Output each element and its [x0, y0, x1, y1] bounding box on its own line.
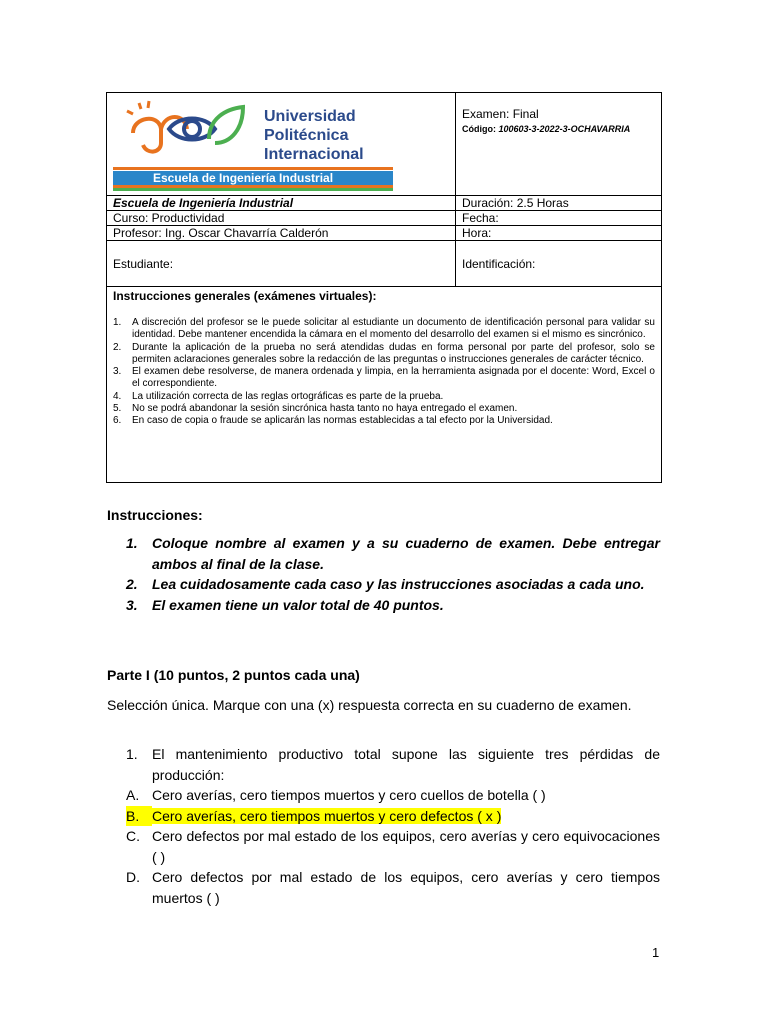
exam-duration: Duración: 2.5 Horas	[462, 196, 569, 210]
professor-name: Profesor: Ing. Oscar Chavarría Calderón	[107, 226, 456, 240]
general-instructions	[107, 289, 661, 482]
header-table	[106, 92, 662, 483]
general-instruction-item-content: A discreción del profesor se le puede solicitar al estudiante un documento de identificación personal para validar su identidad. Debe mantener encendida la cámara en el momento del desarrollo del examen si el mismo es sincrónico.	[132, 317, 655, 341]
general-instruction-item-text	[132, 391, 655, 403]
answer-option-text	[152, 806, 660, 827]
instruction-item	[126, 533, 660, 574]
exam-code-label: Código:	[462, 124, 496, 134]
instruction-item-text	[152, 595, 660, 616]
instructions-list	[126, 533, 660, 615]
page-number: 1	[652, 945, 660, 960]
answer-option-text	[152, 867, 660, 908]
university-name-line-3: Internacional	[264, 146, 364, 163]
answer-option-number: A.	[126, 787, 140, 803]
question-number: 1.	[126, 746, 138, 762]
answer-option-number: B.	[126, 806, 152, 827]
part1-intro: Selección única. Marque con una (x) respuesta correcta en su cuaderno de examen.	[107, 697, 632, 713]
answer-option	[126, 867, 660, 908]
general-instruction-item-content: En caso de copia o fraude se aplicarán las normas establecidas a tal efecto por la Universidad.	[132, 415, 553, 427]
instruction-item	[126, 595, 660, 616]
general-instruction-item	[113, 391, 655, 403]
student-field: Estudiante:	[107, 241, 456, 286]
general-instruction-item-content: El examen debe resolverse, de manera ordenada y limpia, en la herramienta asignada por el docente: Word, Excel o el correspondiente.	[132, 366, 655, 390]
instruction-item-number: 3.	[126, 596, 138, 613]
question-1-options	[126, 785, 660, 908]
general-instruction-item	[113, 366, 655, 391]
logo-school-bar: Escuela de Ingeniería Industrial	[113, 171, 393, 185]
university-name-line-1: Universidad	[264, 108, 356, 125]
instruction-item-content: Coloque nombre al examen y a su cuaderno de examen. Debe entregar ambos al final de la clase.	[152, 535, 660, 572]
exam-date: Fecha:	[462, 211, 499, 225]
answer-option-content: Cero averías, cero tiempos muertos y cero defectos ( x )	[152, 807, 502, 824]
university-logo-icon	[125, 99, 255, 163]
answer-option-number: C.	[126, 828, 140, 844]
instruction-item-number: 1.	[126, 535, 138, 551]
general-instruction-item-number: 2.	[113, 341, 122, 353]
answer-option	[126, 806, 660, 827]
school-name: Escuela de Ingeniería Industrial	[107, 196, 456, 210]
general-instruction-item	[113, 317, 655, 342]
general-instruction-item-text	[132, 342, 655, 367]
header-row-student	[107, 241, 661, 287]
question-text: El mantenimiento productivo total supone las siguiente tres pérdidas de producción:	[152, 746, 660, 783]
general-instruction-item	[113, 342, 655, 367]
general-instructions-list	[113, 317, 655, 428]
instruction-item-content: El examen tiene un valor total de 40 puntos.	[152, 596, 444, 613]
answer-option-content: Cero defectos por mal estado de los equipos, cero averías y cero tiempos muertos ( )	[152, 869, 660, 906]
answer-option-text	[152, 785, 660, 806]
instruction-item-number: 2.	[126, 576, 138, 592]
general-instruction-item-text	[132, 366, 655, 391]
header-row-logo	[107, 93, 661, 196]
general-instruction-item-content: La utilización correcta de las reglas ortográficas es parte de la prueba.	[132, 390, 444, 402]
general-instructions-title: Instrucciones generales (exámenes virtuales):	[113, 289, 377, 303]
instruction-item-content: Lea cuidadosamente cada caso y las instrucciones asociadas a cada uno.	[152, 576, 645, 592]
header-row-school	[107, 196, 661, 211]
logo-stripe-green	[113, 188, 393, 191]
question-1-stem	[126, 744, 660, 785]
answer-option-number: D.	[126, 869, 140, 885]
answer-option	[126, 785, 660, 806]
general-instruction-item	[113, 415, 655, 427]
general-instruction-item-text	[132, 415, 655, 427]
general-instruction-item-number: 4.	[113, 390, 122, 402]
exam-info-cell	[456, 93, 661, 195]
question-1	[126, 744, 660, 908]
exam-type: Examen: Final	[462, 107, 539, 121]
general-instruction-item-number: 5.	[113, 403, 122, 415]
general-instruction-item-number: 3.	[113, 366, 122, 378]
instructions-heading: Instrucciones:	[107, 507, 203, 523]
instruction-item-text	[152, 574, 660, 595]
header-row-course	[107, 211, 661, 226]
answer-option-content: Cero defectos por mal estado de los equipos, cero averías y cero equivocaciones ( )	[152, 828, 660, 865]
instruction-item-text	[152, 533, 660, 574]
instruction-item	[126, 574, 660, 595]
university-name	[264, 107, 364, 164]
identification-field: Identificación:	[462, 257, 536, 271]
logo-stripe-orange	[113, 167, 393, 170]
university-name-line-2: Politécnica	[264, 127, 349, 144]
general-instruction-item	[113, 403, 655, 415]
general-instruction-item-text	[132, 317, 655, 342]
general-instruction-item-content: No se podrá abandonar la sesión sincrónica hasta tanto no haya entregado el examen.	[132, 403, 518, 415]
exam-code-value: 100603-3-2022-3-OCHAVARRIA	[498, 124, 631, 134]
general-instruction-item-content: Durante la aplicación de la prueba no será atendidas dudas en forma personal por parte del profesor, solo se permiten aclaraciones generales sobre la redacción de las preguntas o instrucciones generales de carácter técnico.	[132, 341, 655, 365]
general-instruction-item-number: 1.	[113, 317, 122, 328]
answer-option	[126, 826, 660, 867]
exam-code	[462, 124, 655, 134]
logo-cell	[107, 93, 456, 195]
general-instruction-item-number: 6.	[113, 415, 122, 427]
answer-option-text	[152, 826, 660, 867]
part1-heading: Parte I (10 puntos, 2 puntos cada una)	[107, 667, 360, 683]
course-name: Curso: Productividad	[107, 211, 456, 225]
exam-time: Hora:	[462, 226, 492, 240]
general-instruction-item-text	[132, 403, 655, 415]
header-row-professor	[107, 226, 661, 241]
answer-option-content: Cero averías, cero tiempos muertos y cero cuellos de botella ( )	[152, 787, 546, 803]
